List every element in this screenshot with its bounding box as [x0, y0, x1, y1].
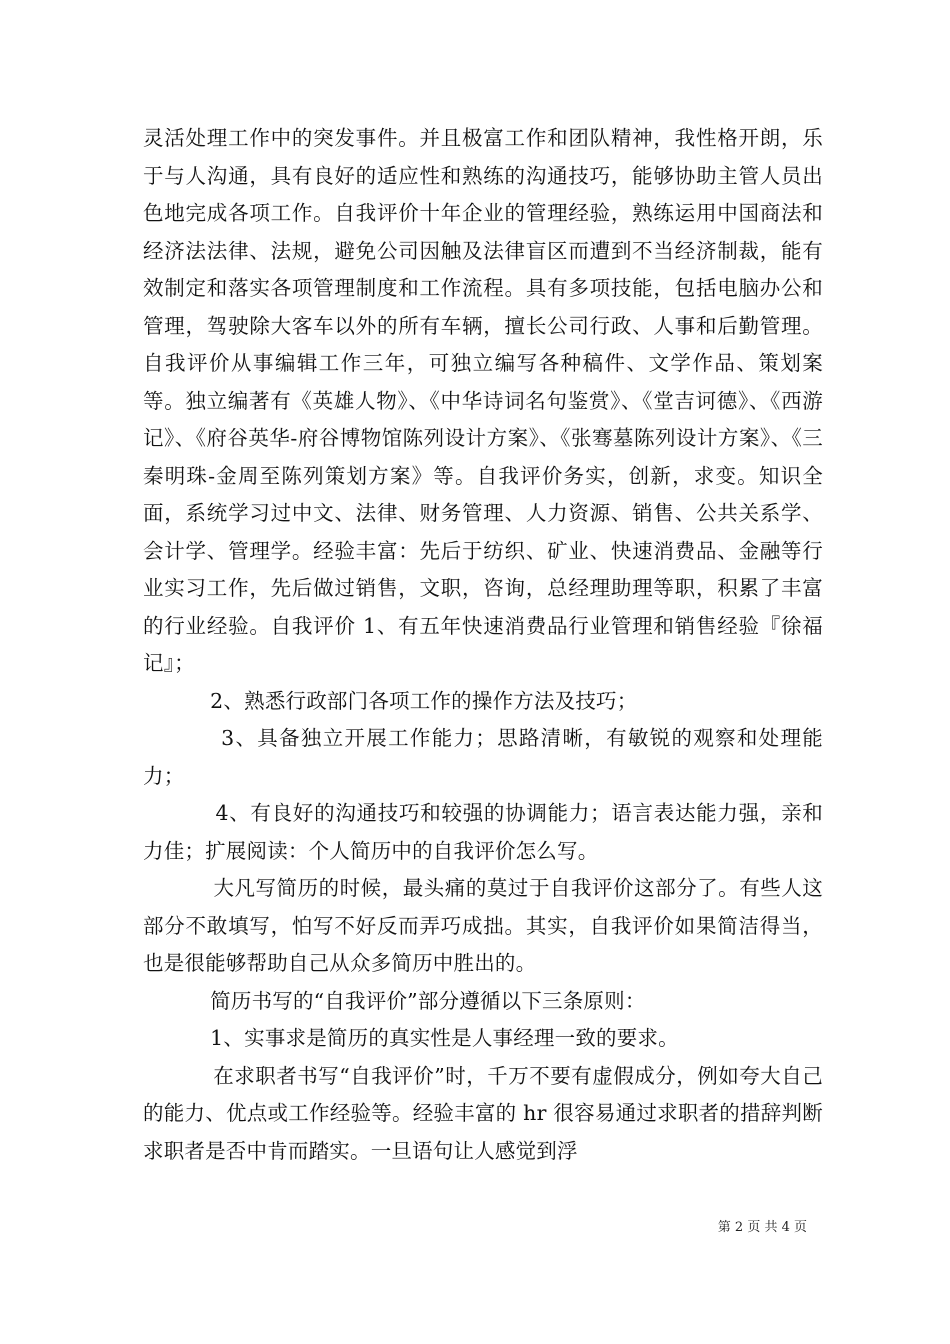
paragraph-6: 简历书写的“自我评价”部分遵循以下三条原则： — [143, 988, 646, 1013]
paragraph-8: 在求职者书写“自我评价”时，千万不要有虚假成分，例如夸大自己的能力、优点或工作经验等。经验丰富的 hr 很容易通过求职者的措辞判断求职者是否中肯而踏实。一旦语句让人感觉到浮 — [143, 1063, 823, 1163]
paragraph-2: 2、熟悉行政部门各项工作的操作方法及技巧； — [143, 688, 638, 713]
body-text — [143, 120, 823, 1170]
paragraph-4: 4、有良好的沟通技巧和较强的协调能力；语言表达能力强，亲和力佳；扩展阅读：个人简历中的自我评价怎么写。 — [143, 801, 824, 863]
paragraph-5: 大凡写简历的时候，最头痛的莫过于自我评价这部分了。有些人这部分不敢填写，怕写不好反而弄巧成拙。其实，自我评价如果简洁得当，也是很能够帮助自己从众多简历中胜出的。 — [143, 876, 823, 975]
paragraph-7: 1、实事求是简历的真实性是人事经理一致的要求。 — [143, 1026, 679, 1050]
paragraph-3: 3、具备独立开展工作能力；思路清晰，有敏锐的观察和处理能力； — [143, 726, 823, 788]
page-number-footer: 第 2 页 共 4 页 — [717, 1220, 807, 1235]
paragraph-1: 灵活处理工作中的突发事件。并且极富工作和团队精神，我性格开朗，乐于与人沟通，具有良好的适应性和熟练的沟通技巧，能够协助主管人员出色地完成各项工作。自我评价十年企业的管理经验，熟练运用中国商法和经济法法律、法规，避免公司因触及法律盲区而遭到不当经济制裁，能有效制定和落实各项管理制度和工作流程。具有多项技能，包括电脑办公和管理，驾驶除大客车以外的所有车辆，擅长公司行政、人事和后勤管理。自我评价从事编辑工作三年，可独立编写各种稿件、文学作品、策划案等。独立编著有《英雄人物》、《中华诗词名句鉴赏》、《堂吉诃德》、《西游记》、《府谷英华-府谷博物馆陈列设计方案》、《张骞墓陈列设计方案》、《三秦明珠-金周至陈列策划方案》等。自我评价务实，创新，求变。知识全面，系统学习过中文、法律、财务管理、人力资源、销售、公共关系学、会计学、管理学。经验丰富：先后于纺织、矿业、快速消费品、金融等行业实习工作，先后做过销售，文职，咨询，总经理助理等职，积累了丰富的行业经验。自我评价 1、有五年快速消费品行业管理和销售经验『徐福记』； — [143, 126, 823, 675]
